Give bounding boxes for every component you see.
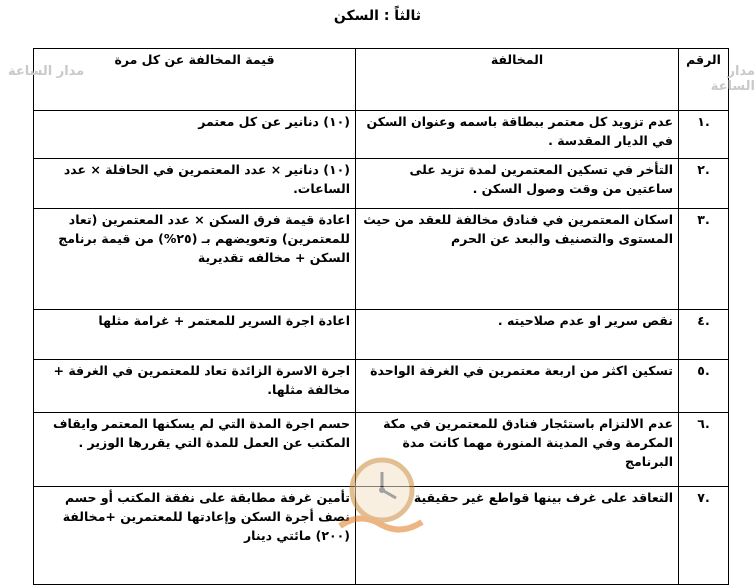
row-value: اجرة الاسرة الزائدة تعاد للمعتمرين في الغرفة + مخالفة مثلها. xyxy=(34,360,356,413)
header-violation: المخالفة xyxy=(356,49,679,111)
table-row xyxy=(34,209,729,310)
header-number: الرقم xyxy=(679,49,729,111)
row-number: .٥ xyxy=(679,360,729,413)
row-violation: عدم الالتزام باستئجار فنادق للمعتمرين في مكة المكرمة وفي المدينة المنورة مهما كانت مدة البرنامج xyxy=(356,413,679,487)
row-number: .١ xyxy=(679,111,729,159)
table-row xyxy=(34,111,729,159)
row-violation: اسكان المعتمرين في فنادق مخالفة للعقد من حيث المستوى والتصنيف والبعد عن الحرم xyxy=(356,209,679,310)
watermark-text-right: مدار الساعة xyxy=(710,64,755,94)
row-number: .٧ xyxy=(679,487,729,585)
header-value: قيمة المخالفة عن كل مرة xyxy=(34,49,356,111)
table-header-row xyxy=(34,49,729,111)
table-row xyxy=(34,360,729,413)
row-violation: عدم تزويد كل معتمر ببطاقة باسمه وعنوان السكن في الديار المقدسة . xyxy=(356,111,679,159)
row-value: اعادة اجرة السرير للمعتمر + غرامة مثلها xyxy=(34,310,356,360)
row-value: اعادة قيمة فرق السكن × عدد المعتمرين (تعاد للمعتمرين) وتعويضهم بـ (٢٥%) من قيمة برنامج السكن + مخالفه تقديرية xyxy=(34,209,356,310)
table-row xyxy=(34,413,729,487)
section-title: ثالثاً : السكن xyxy=(333,8,422,24)
row-violation: التأخر في تسكين المعتمرين لمدة تزيد على ساعتين من وقت وصول السكن . xyxy=(356,159,679,209)
table-row xyxy=(34,159,729,209)
row-value: تأمين غرفة مطابقة على نفقة المكتب أو حسم نصف أجرة السكن وإعادتها للمعتمرين +مخالفة (٢٠٠) مائتي دينار xyxy=(34,487,356,585)
table-row xyxy=(34,487,729,585)
row-violation: نقص سرير او عدم صلاحيته . xyxy=(356,310,679,360)
row-number: .٣ xyxy=(679,209,729,310)
row-number: .٦ xyxy=(679,413,729,487)
row-value: (١٠) دنانير عن كل معتمر xyxy=(34,111,356,159)
table-row xyxy=(34,310,729,360)
row-value: (١٠) دنانير × عدد المعتمرين في الحافلة × عدد الساعات. xyxy=(34,159,356,209)
row-violation: تسكين اكثر من اربعة معتمرين في الغرفة الواحدة xyxy=(356,360,679,413)
row-number: .٤ xyxy=(679,310,729,360)
watermark-text-left: مدار الساعة xyxy=(8,64,85,79)
row-violation: التعاقد على غرف بينها قواطع غير حقيقية xyxy=(356,487,679,585)
row-value: حسم اجرة المدة التي لم يسكنها المعتمر وايقاف المكتب عن العمل للمدة التي يقررها الوزير . xyxy=(34,413,356,487)
violations-table xyxy=(33,48,729,585)
row-number: .٢ xyxy=(679,159,729,209)
